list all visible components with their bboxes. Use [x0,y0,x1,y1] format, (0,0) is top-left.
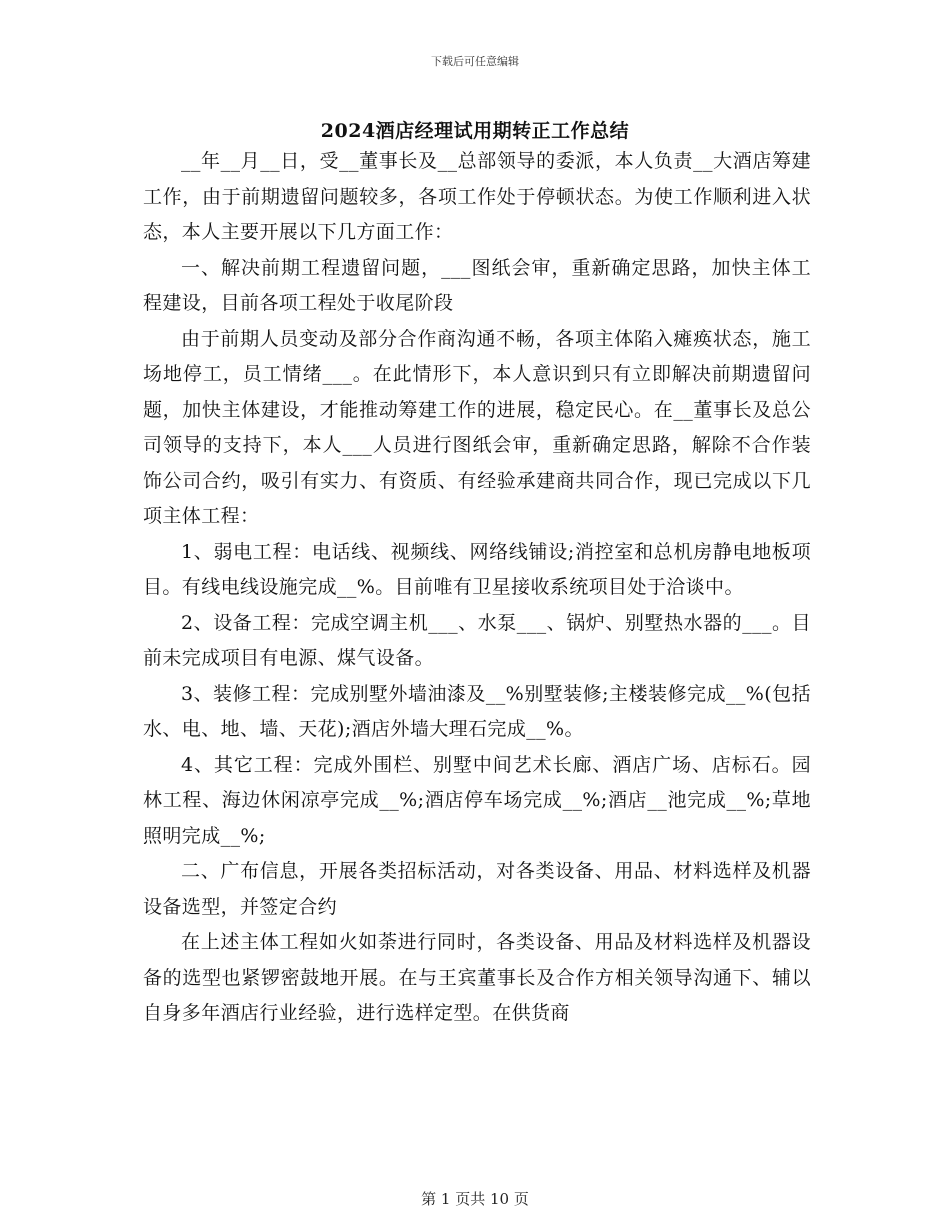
paragraph: 3、装修工程：完成别墅外墙油漆及__%别墅装修;主楼装修完成__%(包括水、电、地、墙、天花);酒店外墙大理石完成__%。 [143,682,811,740]
paragraph: 4、其它工程：完成外围栏、别墅中间艺术长廊、酒店广场、店标石。园林工程、海边休闲凉亭完成__%;酒店停车场完成__%;酒店__池完成__%;草地照明完成__%; [143,753,811,847]
page-footer-indicator: 第 1 页共 10 页 [421,1190,529,1208]
paragraph: __年__月__日，受__董事长及__总部领导的委派，本人负责__大酒店筹建工作，由于前期遗留问题较多，各项工作处于停顿状态。为使工作顺利进入状态，本人主要开展以下几方面工作： [143,150,811,243]
paragraph: 由于前期人员变动及部分合作商沟通不畅，各项主体陷入瘫痪状态，施工场地停工，员工情绪___。在此情形下，本人意识到只有立即解决前期遗留问题，加快主体建设，才能推动筹建工作的进展，稳定民心。在__董事长及总公司领导的支持下，本人___人员进行图纸会审，重新确定思路，解除不合作装饰公司合约，吸引有实力、有资质、有经验承建商共同合作，现已完成以下几项主体工程： [143,327,811,527]
paragraph: 一、解决前期工程遗留问题，___图纸会审，重新确定思路，加快主体工程建设，目前各项工程处于收尾阶段 [143,256,811,314]
paragraph: 1、弱电工程：电话线、视频线、网络线铺设;消控室和总机房静电地板项目。有线电线设施完成__%。目前唯有卫星接收系统项目处于洽谈中。 [143,540,811,598]
document-body [143,144,811,1032]
document-title: 2024酒店经理试用期转正工作总结 [320,120,630,142]
paragraph: 在上述主体工程如火如荼进行同时，各类设备、用品及材料选样及机器设备的选型也紧锣密鼓地开展。在与王宾董事长及合作方相关领导沟通下、辅以自身多年酒店行业经验，进行选样定型。在供货商 [143,931,811,1024]
page-header-note: 下载后可任意编辑 [431,55,519,68]
paragraph: 二、广布信息，开展各类招标活动，对各类设备、用品、材料选样及机器设备选型，并签定合约 [143,860,811,918]
paragraph: 2、设备工程：完成空调主机___、水泵___、锅炉、别墅热水器的___。目前未完成项目有电源、煤气设备。 [143,611,811,669]
